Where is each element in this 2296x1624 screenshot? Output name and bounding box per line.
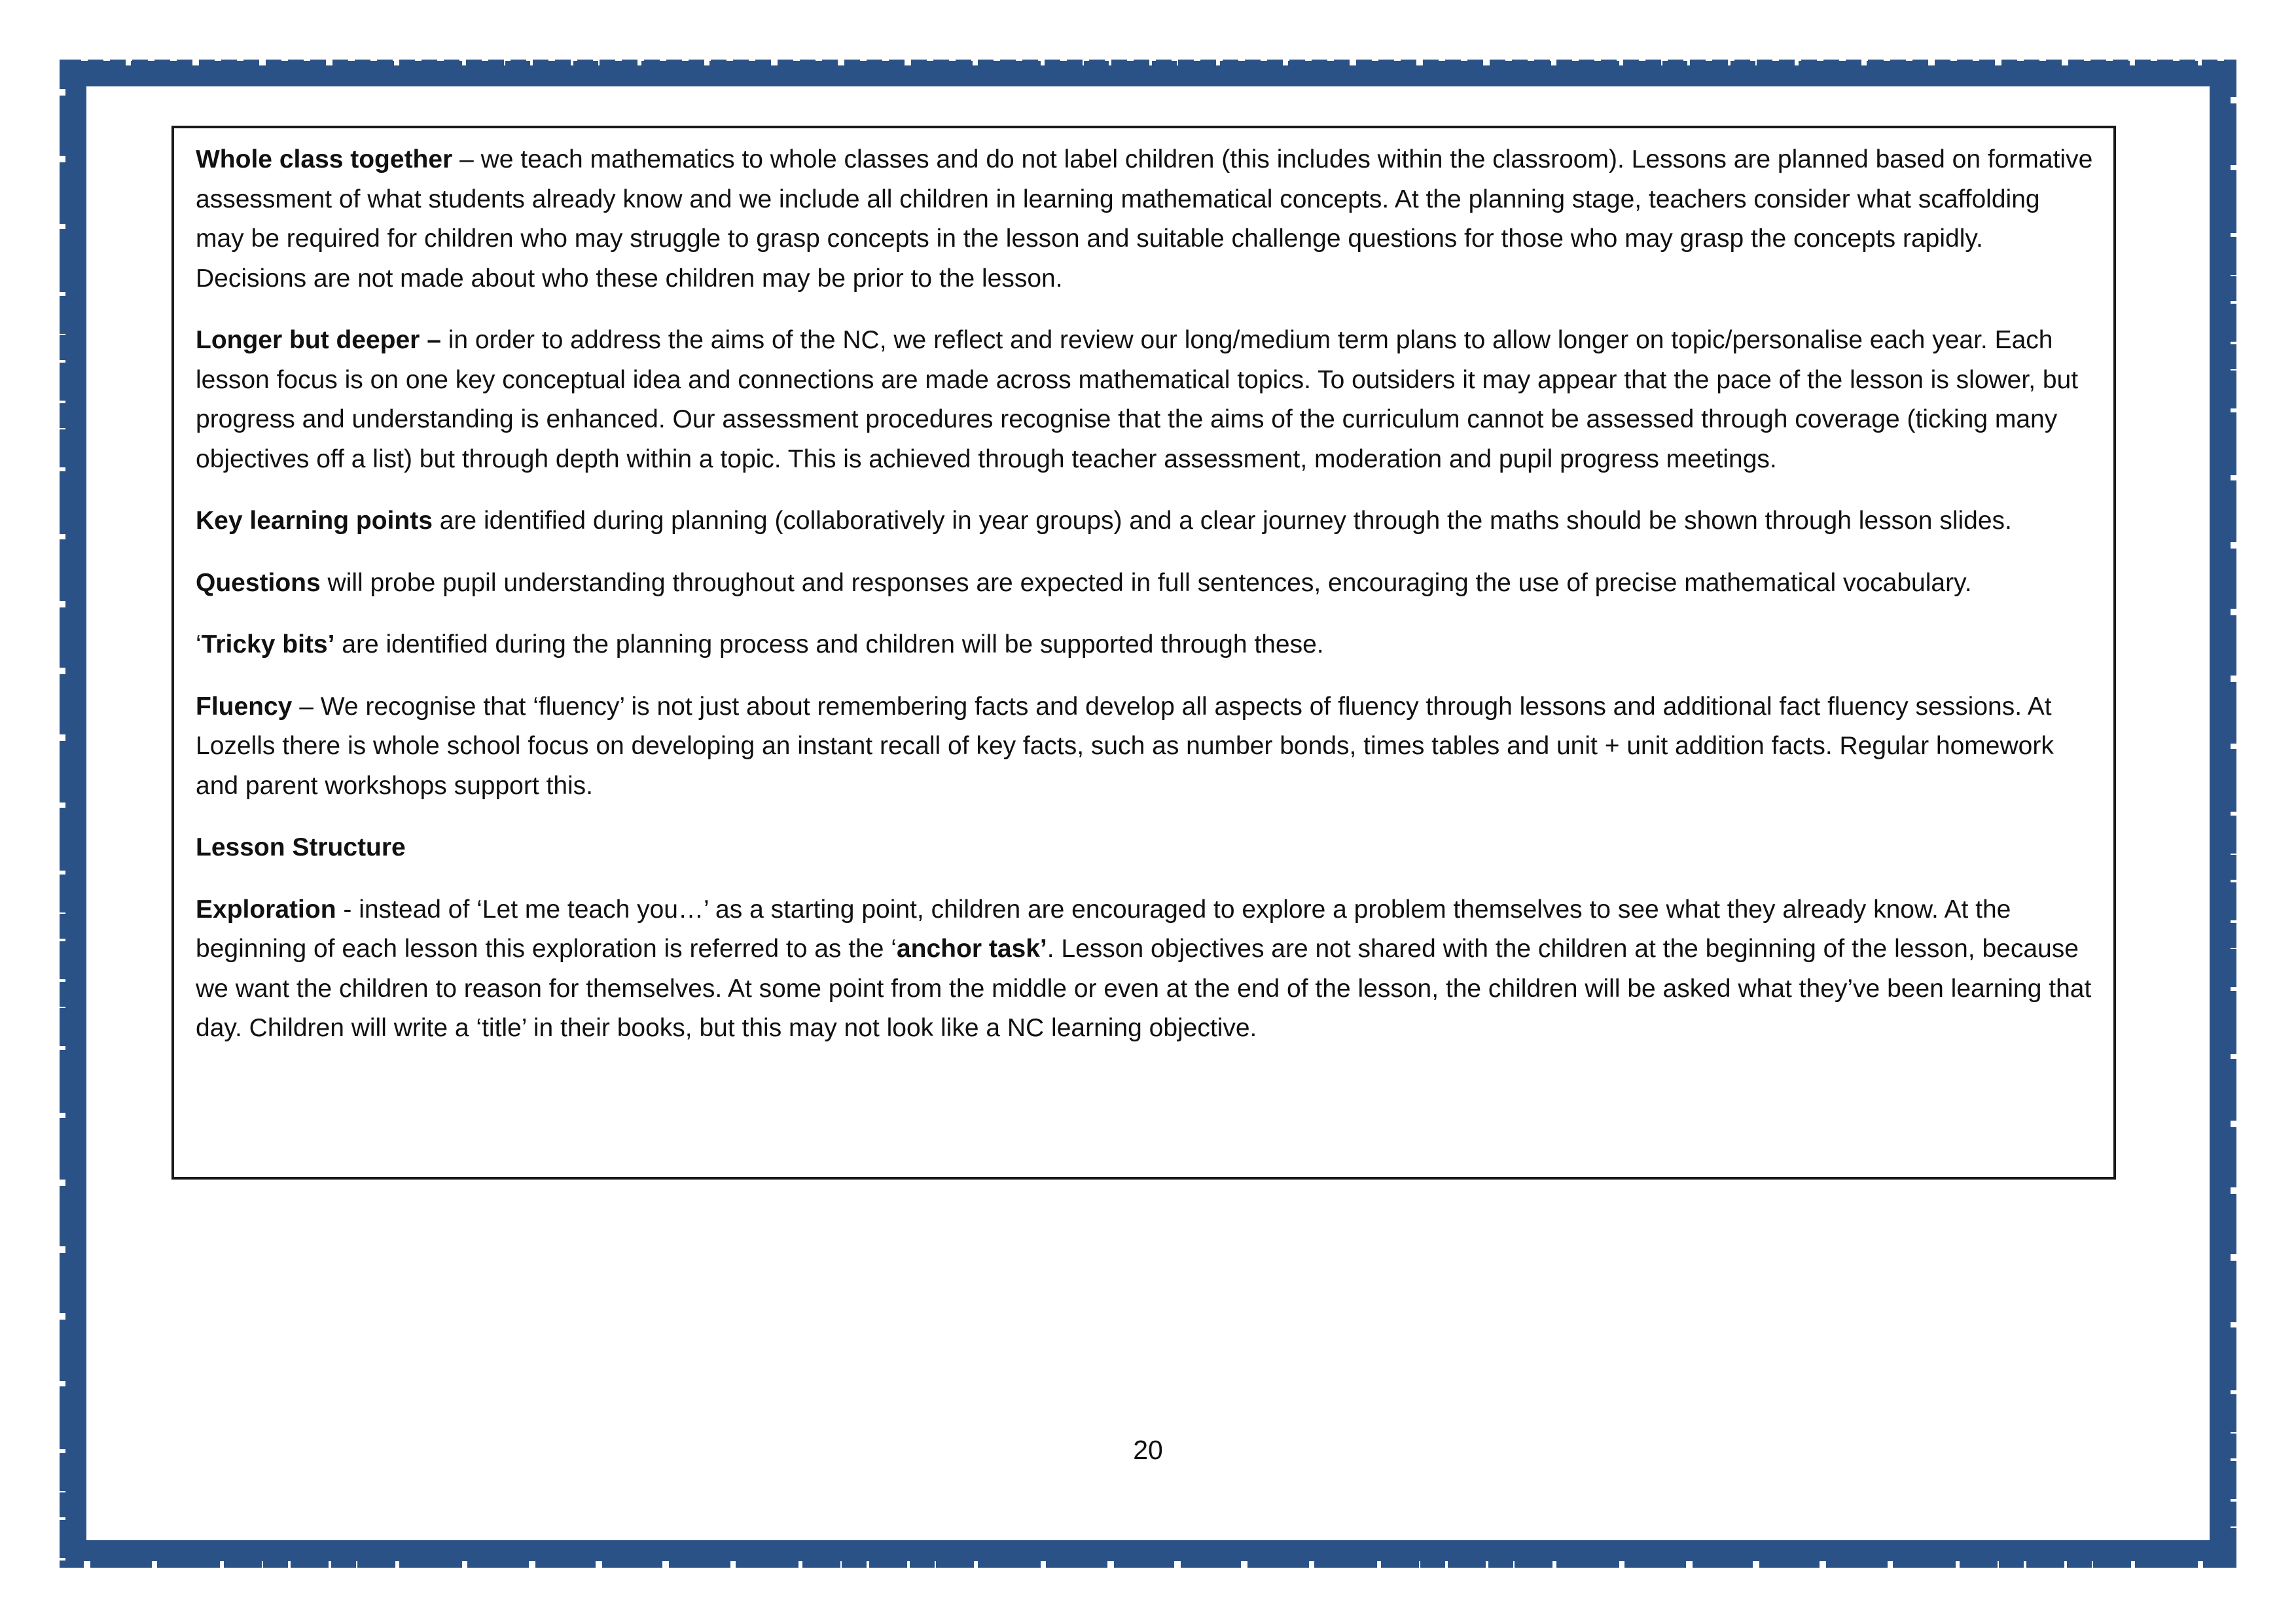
text-exploration-part-1: - instead of ‘Let me teach you…’ as a starting point, children are encouraged to explore a problem themselves to see what they already know. At the beginning of each lesson this exploration is referred to as the ‘ xyxy=(196,895,2011,963)
text-whole-class: – we teach mathematics to whole classes and do not label children (this includes within the classroom). Lessons are planned based on formative assessment of what students already know and we include all children in learning mathematical concepts. At the planning stage, teachers consider what scaffolding may be required for children who may struggle to grasp concepts in the lesson and suitable challenge questions for those who may grasp the concepts rapidly. Decisions are not made about who these children may be prior to the lesson. xyxy=(196,145,2093,293)
paragraph-fluency xyxy=(196,687,2095,806)
paragraph-questions xyxy=(196,564,2095,604)
heading-longer-deeper: Longer but deeper – xyxy=(196,326,441,354)
text-tricky-bits: are identified during the planning process and children will be supported through these. xyxy=(334,630,1324,659)
heading-key-points: Key learning points xyxy=(196,507,433,535)
heading-whole-class: Whole class together xyxy=(196,145,453,173)
text-key-points: are identified during planning (collaboratively in year groups) and a clear journey through the maths should be shown through lesson slides. xyxy=(432,507,2012,535)
text-longer-deeper: in order to address the aims of the NC, we reflect and review our long/medium term plans to allow longer on topic/personalise each year. Each lesson focus is on one key conceptual idea and connections are made across mathematical topics. To outsiders it may appear that the pace of the lesson is slower, but progress and understanding is enhanced. Our assessment procedures recognise that the aims of the curriculum cannot be assessed through coverage (ticking many objectives off a list) but through depth within a topic. This is achieved through teacher assessment, moderation and pupil progress meetings. xyxy=(196,326,2079,473)
paragraph-key-points xyxy=(196,501,2095,541)
heading-exploration: Exploration xyxy=(196,895,336,924)
heading-tricky-bits: Tricky bits’ xyxy=(201,630,335,659)
heading-fluency: Fluency xyxy=(196,692,293,721)
text-fluency: – We recognise that ‘fluency’ is not just about remembering facts and develop all aspects of fluency through lessons and additional fact fluency sessions. At Lozells there is whole school focus on developing an instant recall of key facts, such as number bonds, times tables and unit + unit addition facts. Regular homework and parent workshops support this. xyxy=(196,692,2054,800)
text-questions: will probe pupil understanding throughout and responses are expected in full sentences, encouraging the use of precise mathematical vocabulary. xyxy=(320,568,1972,597)
tricky-bits-open-quote: ‘ xyxy=(196,630,202,659)
policy-text-box xyxy=(171,126,2116,1180)
anchor-task-term: anchor task’ xyxy=(896,935,1047,963)
paragraph-longer-deeper xyxy=(196,321,2095,479)
heading-questions: Questions xyxy=(196,568,321,597)
paragraph-exploration xyxy=(196,890,2095,1049)
heading-lesson-structure: Lesson Structure xyxy=(196,833,406,861)
paragraph-whole-class xyxy=(196,140,2095,298)
text-exploration-part-2: . Lesson objectives are not shared with the children at the beginning of the lesson, because we want the children to reason for themselves. At some point from the middle or even at the end of the lesson, the children will be asked what they’ve been learning that day. Children will write a ‘title’ in their books, but this may not look like a NC learning objective. xyxy=(196,935,2092,1042)
page-number: 20 xyxy=(1133,1435,1163,1465)
paragraph-lesson-structure xyxy=(196,828,2095,868)
paragraph-tricky-bits xyxy=(196,625,2095,665)
